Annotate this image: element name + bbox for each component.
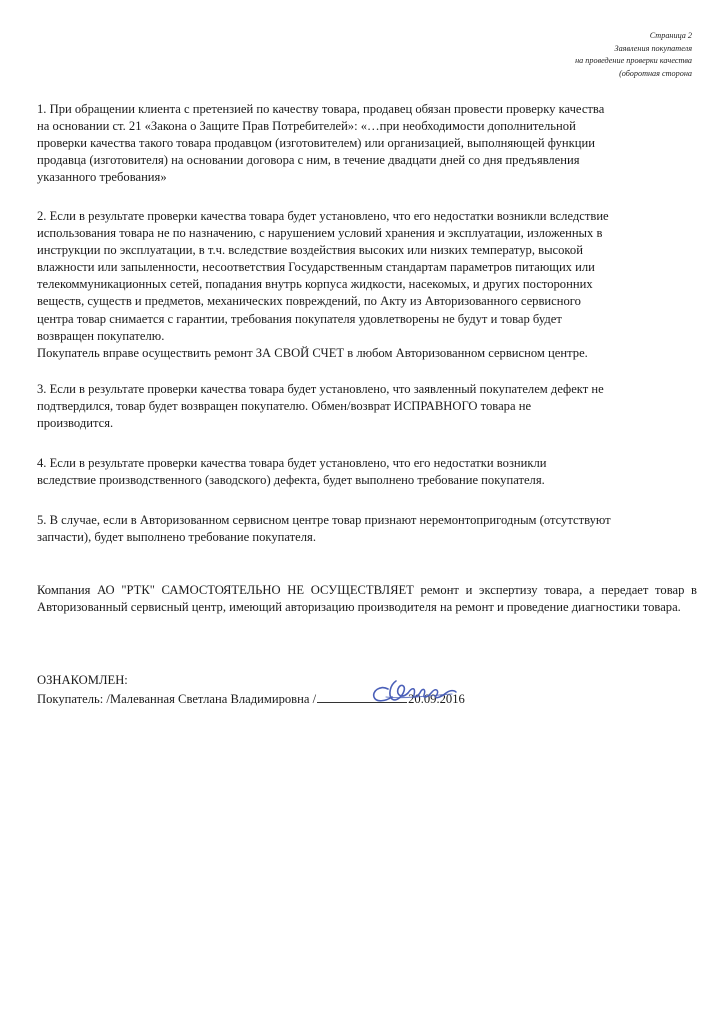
header-doc-title: Заявления покупателя bbox=[614, 43, 692, 53]
company-note-text: Компания АО "РТК" САМОСТОЯТЕЛЬНО НЕ ОСУЩЕСТВЛЯЕТ ремонт и экспертизу товара, а передает товар в Авторизованный сервисный центр, имеющий авторизацию производителя на ремонт и проведение диагностики товара. bbox=[37, 583, 697, 615]
clause-4 bbox=[37, 455, 697, 489]
clause-line: 1. При обращении клиента с претензией по качеству товара, продавец обязан провести проверку качества bbox=[37, 102, 605, 116]
page-header bbox=[575, 30, 692, 80]
signature-date: 20.09.2016 bbox=[408, 692, 465, 706]
clause-line: веществ, существ и предметов, механических повреждений, по Акту из Авторизованного сервисного bbox=[37, 294, 581, 309]
header-side-note: (оборотная сторона bbox=[619, 68, 692, 78]
clause-line: 3. Если в результате проверки качества товара будет установлено, что заявленный покупателем дефект не bbox=[37, 382, 604, 396]
clause-line: центра товар снимается с гарантии, требования покупателя удовлетворены не будут и товар будет bbox=[37, 311, 562, 326]
clause-line: 2. Если в результате проверки качества товара будет установлено, что его недостатки возникли вследствие bbox=[37, 209, 609, 223]
acknowledged-heading: ОЗНАКОМЛЕН: bbox=[37, 673, 128, 687]
company-note bbox=[37, 582, 697, 616]
clause-line: проверки качества такого товара продавцом (изготовителем) или организацией, выполняющей функции bbox=[37, 136, 595, 151]
buyer-name: Покупатель: /Малеванная Светлана Владимировна / bbox=[37, 692, 317, 706]
clause-line: возвращен покупателю. bbox=[37, 328, 165, 343]
clause-line: телекоммуникационных сетей, попадания внутрь корпуса жидкости, насекомых, и других посторонних bbox=[37, 277, 593, 292]
clause-line: на основании ст. 21 «Закона о Защите Прав Потребителей»: «…при необходимости дополнительной bbox=[37, 119, 576, 134]
clause-line: Покупатель вправе осуществить ремонт ЗА СВОЙ СЧЕТ в любом Авторизованном сервисном центре. bbox=[37, 345, 588, 360]
clause-line: 4. Если в результате проверки качества товара будет установлено, что его недостатки возникли bbox=[37, 456, 547, 470]
clause-line: продавца (изготовителя) на основании договора с ним, в течение двадцати дней со дня предъявления bbox=[37, 153, 580, 168]
handwritten-signature bbox=[366, 675, 458, 709]
clause-line: производится. bbox=[37, 416, 114, 431]
clause-line: указанного требования» bbox=[37, 170, 167, 185]
header-page-number: Страница 2 bbox=[649, 31, 692, 40]
clause-line: 5. В случае, если в Авторизованном сервисном центре товар признают неремонтопригодным (отсутствуют bbox=[37, 513, 611, 527]
clause-3 bbox=[37, 381, 697, 432]
clause-line: использования товара не по назначению, с нарушением условий хранения и эксплуатации, изложенных в bbox=[37, 226, 603, 241]
clause-line: вследствие производственного (заводского) дефекта, будет выполнено требование покупателя. bbox=[37, 473, 545, 488]
clause-line: влажности или запыленности, несоответствия Государственным стандартам параметров питающих или bbox=[37, 260, 595, 275]
clause-5 bbox=[37, 512, 697, 546]
clause-1 bbox=[37, 101, 697, 186]
header-doc-subtitle: на проведение проверки качества bbox=[575, 56, 692, 65]
clause-line: подтвердился, товар будет возвращен покупателю. Обмен/возврат ИСПРАВНОГО товара не bbox=[37, 399, 532, 414]
clause-2 bbox=[37, 208, 697, 362]
clause-line: запчасти), будет выполнено требование покупателя. bbox=[37, 530, 316, 545]
clause-line: инструкции по эксплуатации, в т.ч. вследствие воздействия высоких или низких температур, высокой bbox=[37, 243, 583, 258]
